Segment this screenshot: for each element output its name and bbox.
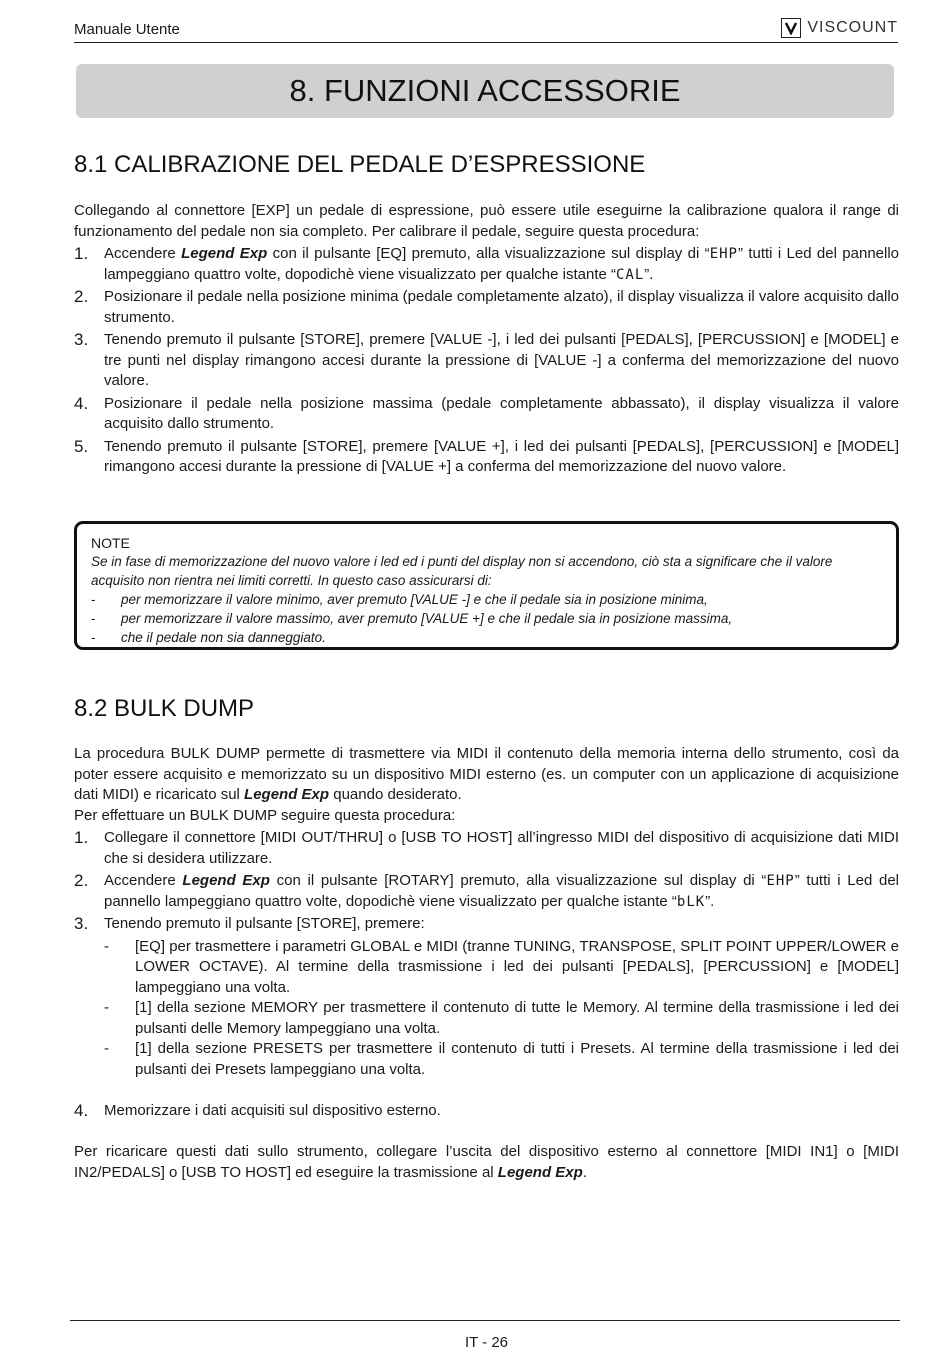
step-number: 1. [74, 244, 89, 263]
sub-list-item [74, 998, 899, 1039]
list-item [74, 871, 899, 912]
step-number: 5. [74, 436, 89, 456]
intro-text: quando desiderato. [329, 786, 462, 803]
step-text: Posizionare il pedale nella posizione massima (pedale completamente abbassato), il display visualizza il valore acquisito dallo strumento. [104, 394, 899, 432]
step-number: 2. [74, 871, 89, 890]
step-number: 4. [74, 1101, 89, 1120]
lcd-text: bLK [676, 893, 706, 910]
note-bullet [91, 590, 882, 609]
step-text: con il pulsante [EQ] premuto, alla visualizzazione sul display di “ [267, 245, 710, 262]
header-title: Manuale Utente [74, 21, 180, 38]
note-bullet-text: per memorizzare il valore massimo, aver premuto [VALUE +] e che il pedale sia in posizione massima, [121, 611, 733, 626]
logo-mark-icon [781, 18, 801, 38]
step-text: ”. [644, 265, 654, 283]
bullet-dash: - [104, 999, 109, 1016]
note-box [74, 521, 899, 650]
bulk-dump-step-4 [74, 1101, 899, 1124]
list-item [74, 1101, 899, 1122]
bullet-dash: - [104, 1040, 109, 1057]
outro-text: . [582, 1163, 587, 1181]
list-item [74, 914, 899, 935]
intro-text: La procedura BULK DUMP permette di trasmettere via MIDI il contenuto della memoria interna dello strumento, così da poter essere acquisito e memorizzato su un dispositivo MIDI esterno (es. un computer con un applicazione di acquisizione dati MIDI) e ricaricato sul [74, 745, 899, 803]
product-name: Legend Exp [182, 872, 270, 889]
step-text: Tenendo premuto il pulsante [STORE], premere: [104, 915, 425, 932]
logo-text: VISCOUNT [807, 19, 898, 36]
step-text: Memorizzare i dati acquisiti sul dispositivo esterno. [104, 1102, 441, 1119]
bullet-dash: - [91, 611, 96, 626]
note-bullet [91, 609, 882, 628]
bulk-dump-intro [74, 744, 899, 826]
list-item [74, 244, 899, 285]
outro-text: Per ricaricare questi dati sullo strumento, collegare l’uscita del dispositivo esterno al connettore [MIDI IN1] o [MIDI IN2/PEDALS] o [USB TO HOST] ed eseguire la trasmissione al [74, 1143, 899, 1181]
step-text: Accendere [104, 245, 182, 262]
note-bullet-text: che il pedale non sia danneggiato. [121, 630, 326, 645]
bulk-dump-steps [74, 828, 899, 1080]
list-item [74, 828, 899, 869]
page-number: IT - 26 [464, 1334, 509, 1351]
lcd-text: CAL [616, 266, 645, 283]
step-text: Posizionare il pedale nella posizione minima (pedale completamente alzato), il display visualizza il valore acquisito dallo strumento. [104, 288, 899, 326]
step-text: Tenendo premuto il pulsante [STORE], premere [VALUE -], i led dei pulsanti [PEDALS], [PERCUSSION] e [MODEL] e tre punti nel display rimangono accesi durante la pressione di [VALUE -] a conferma del memorizzazione del nuovo valore. [104, 331, 899, 389]
step-text: Collegare il connettore [MIDI OUT/THRU] o [USB TO HOST] all’ingresso MIDI del dispositivo di acquisizione dati MIDI che si desidera utilizzare. [104, 829, 899, 867]
step-number: 3. [74, 330, 89, 349]
viscount-logo [781, 18, 898, 38]
lcd-text: EHP [766, 873, 795, 889]
sub-item-text: [EQ] per trasmettere i parametri GLOBAL e MIDI (tranne TUNING, TRANSPOSE, SPLIT POINT UPPER/LOWER e LOWER OCTAVE). Al termine della trasmissione i led dei pulsanti [PEDALS], [PERCUSSION] e [MODEL] lampeggiano una volta. [135, 937, 899, 996]
sub-item-text: [1] della sezione PRESETS per trasmettere il contenuto di tutti i Presets. Al termine della trasmissione i led dei pulsanti dei Presets lampeggiano una volta. [135, 1040, 899, 1078]
product-name: Legend Exp [244, 786, 330, 803]
step-text: Tenendo premuto il pulsante [STORE], premere [VALUE +], i led dei pulsanti [PEDALS], [PERCUSSION] e [MODEL] rimangono accesi durante la pressione di [VALUE +] a conferma del memorizzazione del nuovo valore. [104, 437, 899, 475]
bulk-dump-outro [74, 1142, 899, 1183]
lcd-text: EHP [709, 246, 738, 262]
list-item [74, 394, 899, 435]
product-name: Legend Exp [497, 1163, 583, 1181]
bullet-dash: - [91, 630, 96, 645]
note-bullet [91, 628, 882, 647]
note-text: Se in fase di memorizzazione del nuovo valore i led ed i punti del display non si accendono, ciò sta a significare che il valore acquisito non rientra nei limiti corretti. In questo caso assicurarsi di: [91, 554, 833, 588]
calibration-steps [74, 244, 899, 480]
product-name: Legend Exp [181, 245, 268, 262]
chapter-title: 8. FUNZIONI ACCESSORIE [76, 64, 894, 118]
bulk-dump-intro-2: Per effettuare un BULK DUMP seguire questa procedura: [74, 806, 456, 824]
bulk-dump-outro-text [74, 1142, 899, 1183]
section-heading-bulk-dump: 8.2 BULK DUMP [74, 695, 255, 722]
page-header [74, 18, 898, 43]
bullet-dash: - [104, 937, 109, 955]
list-item [74, 287, 899, 328]
list-item [74, 437, 899, 478]
calibration-intro [74, 201, 899, 242]
section-heading-calibration: 8.1 CALIBRAZIONE DEL PEDALE D’ESPRESSIONE [74, 151, 646, 178]
step-text: Accendere [104, 872, 183, 889]
step-number: 4. [74, 393, 89, 413]
step-text: ” tutti i Led del pannello lampeggiano quattro volte, dopodichè viene visualizzato per qualche istante “ [104, 872, 900, 910]
step-number: 3. [74, 914, 89, 933]
step-number: 1. [74, 828, 89, 847]
bullet-dash: - [91, 592, 96, 607]
note-bullet-text: per memorizzare il valore minimo, aver premuto [VALUE -] e che il pedale sia in posizione minima, [121, 592, 708, 607]
step-text: con il pulsante [ROTARY] premuto, alla visualizzazione sul display di “ [269, 872, 767, 889]
step-text: ” tutti i Led del pannello lampeggiano quattro volte, dopodichè viene visualizzato per qualche istante “ [104, 245, 900, 283]
list-item [74, 330, 899, 392]
note-title: NOTE [91, 535, 130, 551]
sub-list-item [74, 937, 899, 999]
calibration-intro-text: Collegando al connettore [EXP] un pedale di espressione, può essere utile eseguirne la calibrazione qualora il range di funzionamento del pedale non sia completo. Per calibrare il pedale, seguire questa procedura: [74, 202, 899, 240]
sub-item-text: [1] della sezione MEMORY per trasmettere il contenuto di tutte le Memory. Al termine della trasmissione i led dei pulsanti delle Memory lampeggiano una volta. [135, 999, 899, 1037]
footer-divider [70, 1320, 900, 1321]
bulk-dump-intro-text [74, 744, 899, 806]
step-number: 2. [74, 287, 89, 306]
sub-list-item [74, 1039, 899, 1080]
step-text: ”. [705, 892, 715, 910]
